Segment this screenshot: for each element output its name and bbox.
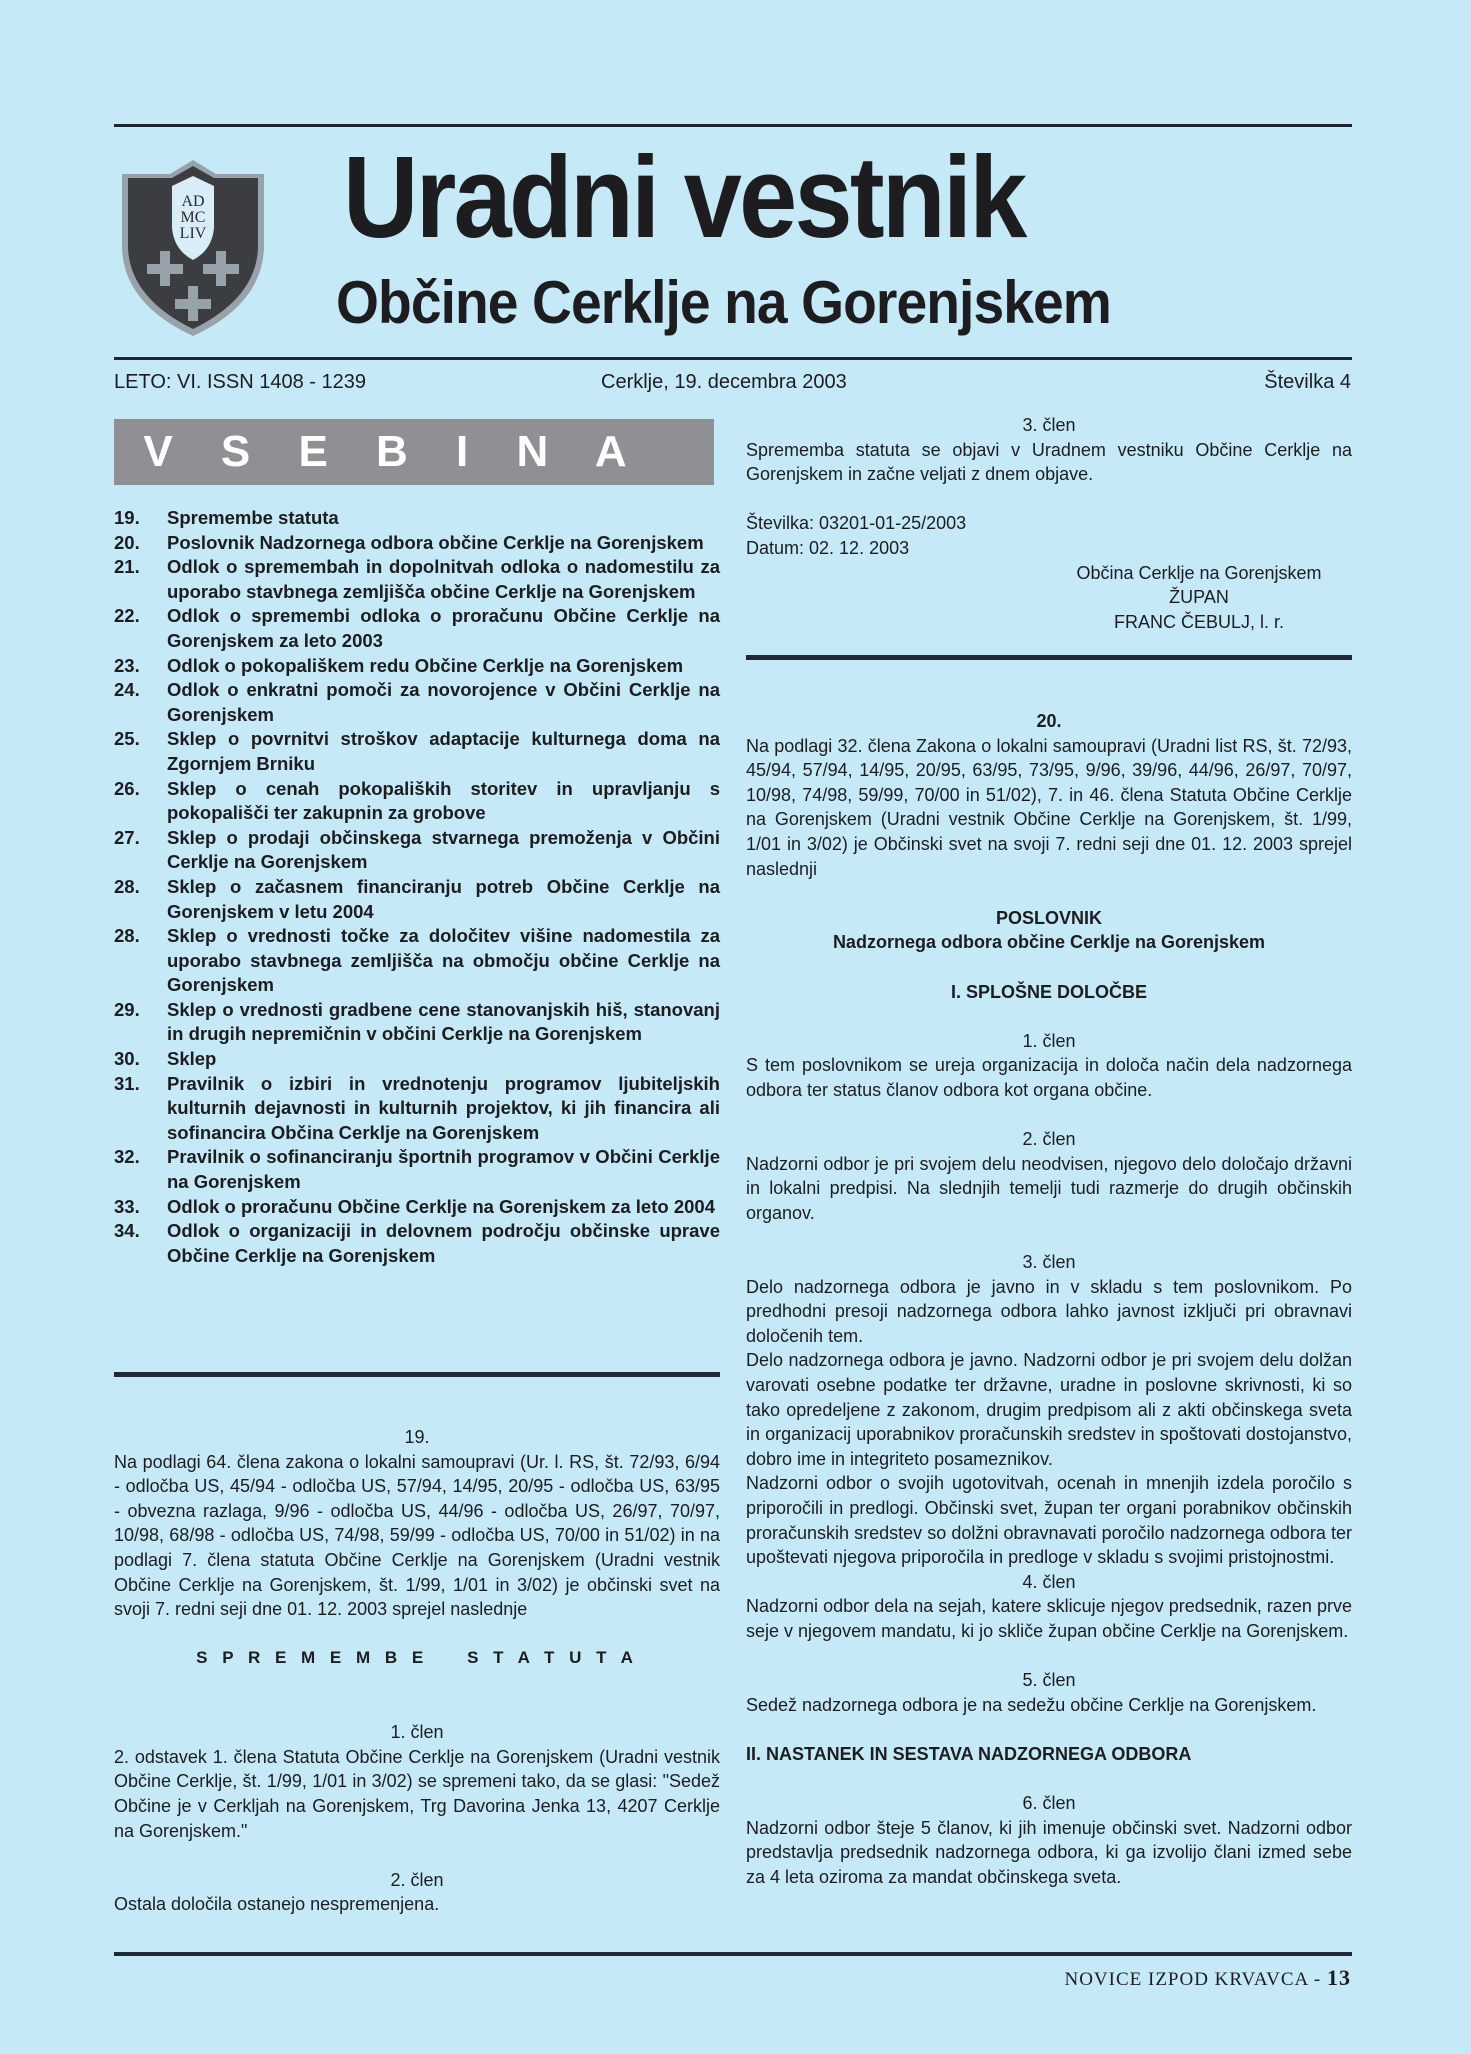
toc-item-title: Sklep: [167, 1048, 217, 1070]
document-preamble: Na podlagi 32. člena Zakona o lokalni samoupravi (Uradni list RS, št. 72/93, 45/94, 57/94, 14/95, 20/95, 63/95, 73/95, 9/96, 39/96, 44/96, 26/97, 70/97, 10/98, 74/98, 59/99, 70/00 in 51/02), 7. in 46. člena Statuta Občine Cerklje na Gorenjskem (Uradni vestnik Občine Cerklje na Gorenjskem, št. 1/99, 1/01 in 3/02) je Občinski svet na svoji 7. redni seji dne 01. 12. 2003 sprejel naslednji: [746, 735, 1352, 879]
logo-text-line-3: LIV: [179, 225, 207, 242]
document-title: S P R E M E M B E S T A T U T A: [196, 1648, 638, 1668]
toc-item-title: Pravilnik o sofinanciranju športnih programov v Občini Cerklje na Gorenjskem: [167, 1146, 720, 1193]
article-heading: 1. člen: [1022, 1030, 1076, 1051]
toc-item-title: Odlok o organizaciji in delovnem področju občinske uprave Občine Cerklje na Gorenjskem: [167, 1220, 720, 1266]
article-heading: 2. člen: [1022, 1129, 1076, 1150]
article-text: Sedež nadzornega odbora je na sedežu občine Cerklje na Gorenjskem.: [746, 1694, 1317, 1715]
toc-item-title: Sklep o cenah pokopaliških storitev in upravljanju s pokopališči ter zakupnin za grobove: [167, 777, 720, 824]
contents-heading: V S E B I N A: [114, 419, 714, 485]
article-text: Nadzorni odbor dela na sejah, katere sklicuje njegov predsednik, razen prve seje v njegovem mandatu, ki jo skliče župan občine Cerklje na Gorenjskem.: [746, 1596, 1352, 1641]
logo-text-line-1: AD: [181, 193, 205, 210]
table-of-contents: [114, 506, 720, 1268]
toc-item-number: 33.: [114, 1195, 140, 1217]
section-separator: [746, 655, 1352, 660]
section-heading: II. NASTANEK IN SESTAVA NADZORNEGA ODBORA: [746, 1743, 1192, 1764]
toc-item: [114, 1145, 720, 1194]
issue-number: Številka 4: [1264, 371, 1351, 393]
footer-rule: [114, 1952, 1352, 1956]
toc-item-title: Sklep o povrnitvi stroškov adaptacije kulturnega doma na Zgornjem Brniku: [167, 728, 720, 774]
document-preamble: Na podlagi 64. člena zakona o lokalni samoupravi (Ur. l. RS, št. 72/93, 6/94 - odločba US, 45/94 - odločba US, 57/94, 14/95, 20/95 - odločba US, 63/95 - obvezna razlaga, 9/96 - odločba US, 44/96 - odločba US, 26/97, 70/97, 10/98, 68/98 - odločba US, 74/98, 59/99 - odločba US, 70/00 in 51/02) in na podlagi 7. člena statuta Občine Cerklje na Gorenjskem (Uradni vestnik Občine Cerklje na Gorenjskem, št. 1/99, 1/01 in 3/02) je občinski svet na svoji 7. redni seji dne 01. 12. 2003 sprejel naslednje: [114, 1451, 720, 1620]
footer-publication-name: NOVICE IZPOD KRVAVCA -: [1064, 1969, 1322, 1990]
article-heading: 1. člen: [390, 1722, 444, 1743]
toc-item-title: Poslovnik Nadzornega odbora občine Cerklje na Gorenjskem: [167, 531, 704, 553]
toc-item: [114, 654, 720, 679]
toc-item-title: Sklep o začasnem financiranju potreb Občine Cerklje na Gorenjskem v letu 2004: [167, 875, 720, 922]
toc-item-title: Pravilnik o izbiri in vrednotenju programov ljubiteljskih kulturnih dejavnosti in kulturnih projektov, ki jih financira ali sofinancira Občina Cerklje na Gorenjskem: [167, 1072, 720, 1143]
article-heading: 3. člen: [1022, 1252, 1076, 1273]
article-paragraph: Delo nadzornega odbora je javno in v skladu s tem poslovnikom. Po predhodni presoji nadzornega odbora lahko javnost izključi pri obravnavi določenih tem.: [746, 1276, 1352, 1346]
issue-year-issn: LETO: VI. ISSN 1408 - 1239: [114, 371, 366, 393]
toc-item-title: Odlok o enkratni pomoči za novorojence v Občini Cerklje na Gorenjskem: [167, 679, 720, 725]
toc-item-number: 34.: [114, 1220, 140, 1242]
header-rule: [114, 357, 1352, 360]
toc-item-title: Spremembe statuta: [167, 507, 339, 528]
article-heading: 3. člen: [1022, 415, 1076, 435]
document-number: 20.: [1036, 711, 1062, 731]
section-heading: I. SPLOŠNE DOLOČBE: [950, 981, 1148, 1002]
document-date: Datum: 02. 12. 2003: [746, 537, 910, 558]
toc-item-title: Odlok o spremembi odloka o proračunu Občine Cerklje na Gorenjskem za leto 2003: [167, 605, 720, 651]
signature-name: FRANC ČEBULJ, l. r.: [1113, 611, 1285, 632]
toc-item-number: 26.: [114, 777, 140, 799]
toc-item-number: 25.: [114, 728, 140, 750]
toc-item: [114, 678, 720, 727]
article-text: Sprememba statuta se objavi v Uradnem vestniku Občine Cerklje na Gorenjskem in začne veljati z dnem objave.: [746, 439, 1352, 485]
article-paragraph: Delo nadzornega odbora je javno. Nadzorni odbor je pri svojem delu dolžan varovati osebne podatke ter državne, uradne in poslovne skrivnosti, ki so tako opredeljene z zakonom, drugim predpisom ali z akti občinskega sveta in organizacij uporabnikov proračunskih sredstev in spoštovati dostojanstvo, dobro ime in integriteto posameznikov.: [746, 1350, 1352, 1469]
page-footer: [1064, 1965, 1351, 1991]
toc-item-number: 27.: [114, 826, 140, 848]
page-number: 13: [1327, 1965, 1351, 1990]
toc-item: [114, 1195, 720, 1220]
toc-item: [114, 777, 720, 826]
article-text: 2. odstavek 1. člena Statuta Občine Cerklje na Gorenjskem (Uradni vestnik Občine Cerklje, št. 1/99, 1/01 in 3/02) se spremeni tako, da se glasi: "Sedež Občine je v Cerkljah na Gorenjskem, Trg Davorina Jenka 13, 4207 Cerklje na Gorenjskem.": [114, 1746, 720, 1841]
toc-item: [114, 531, 720, 556]
toc-item-number: 21.: [114, 556, 140, 578]
section-separator: [114, 1372, 720, 1377]
toc-item-number: 19.: [114, 507, 140, 528]
document-title: POSLOVNIK: [995, 907, 1102, 928]
signature-municipality: Občina Cerklje na Gorenjskem: [1076, 562, 1322, 583]
article-heading: 5. člen: [1022, 1670, 1076, 1691]
toc-item: [114, 555, 720, 604]
toc-item: [114, 506, 720, 531]
article-text: Nadzorni odbor šteje 5 članov, ki jih imenuje občinski svet. Nadzorni odbor predstavlja predsednik nadzornega odbora, ki ga izvolijo člani izmed sebe za 4 leta oziroma za mandat občinskega sveta.: [746, 1817, 1352, 1887]
top-rule: [114, 124, 1352, 127]
toc-item-number: 30.: [114, 1048, 140, 1070]
toc-item-number: 23.: [114, 654, 140, 676]
issue-date: Cerklje, 19. decembra 2003: [601, 371, 847, 393]
toc-item-title: Odlok o pokopališkem redu Občine Cerklje na Gorenjskem: [167, 654, 684, 676]
article-text: S tem poslovnikom se ureja organizacija in določa način dela nadzornega odbora ter status članov odbora kot organa občine.: [746, 1055, 1352, 1100]
toc-item-number: 24.: [114, 679, 140, 701]
toc-item-number: 31.: [114, 1072, 140, 1094]
logo-text-line-2: MC: [180, 209, 206, 226]
toc-item: [114, 875, 720, 924]
document-19-continued: [746, 413, 1352, 634]
document-19: [114, 1425, 720, 1917]
toc-item: [114, 924, 720, 998]
toc-item-number: 22.: [114, 605, 140, 627]
publication-subtitle: Občine Cerklje na Gorenjskem: [336, 269, 1111, 336]
article-heading: 2. člen: [390, 1869, 444, 1890]
toc-item: [114, 998, 720, 1047]
toc-item-number: 28.: [114, 875, 140, 897]
signature-role: ŽUPAN: [1169, 587, 1229, 608]
toc-item-number: 20.: [114, 531, 140, 553]
document-number: 19.: [404, 1427, 430, 1447]
toc-item-title: Sklep o prodaji občinskega stvarnega premoženja v Občini Cerklje na Gorenjskem: [167, 826, 720, 873]
toc-item: [114, 604, 720, 653]
document-20: [746, 709, 1352, 1890]
article-heading: 6. člen: [1022, 1793, 1076, 1814]
toc-item: [114, 826, 720, 875]
toc-item-title: Odlok o spremembah in dopolnitvah odloka o nadomestilu za uporabo stavbnega zemljišča občine Cerklje na Gorenjskem: [167, 556, 720, 602]
toc-item: [114, 1219, 720, 1268]
toc-item: [114, 1047, 720, 1072]
article-paragraph: Nadzorni odbor o svojih ugotovitvah, ocenah in mnenjih izdela poročilo s priporočili in predlogi. Občinski svet, župan ter organi porabnikov občinskih proračunskih sredstev so dolžni obravnavati poročilo nadzornega odbora ter upoštevati njegova priporočila in predloge v skladu s svojimi pristojnostmi.: [746, 1473, 1352, 1568]
publication-title: Uradni vestnik: [343, 132, 1025, 262]
article-text: Ostala določila ostanejo nespremenjena.: [114, 1894, 440, 1915]
article-heading: 4. člen: [1022, 1571, 1076, 1592]
toc-item-title: Sklep o vrednosti točke za določitev višine nadomestila za uporabo stavbnega zemljišča na območju občine Cerklje na Gorenjskem: [167, 925, 720, 996]
toc-item-number: 32.: [114, 1146, 140, 1168]
article-text: Nadzorni odbor je pri svojem delu neodvisen, njegovo delo določajo državni in lokalni predpisi. Na slednjih temelji tudi razmerje do drugih občinskih organov.: [746, 1153, 1352, 1223]
document-subtitle: Nadzornega odbora občine Cerklje na Gorenjskem: [832, 932, 1266, 953]
toc-item: [114, 727, 720, 776]
document-reference-number: Številka: 03201-01-25/2003: [746, 513, 967, 534]
toc-item-title: Odlok o proračunu Občine Cerklje na Gorenjskem za leto 2004: [167, 1195, 715, 1217]
toc-item: [114, 1072, 720, 1146]
toc-item-number: 29.: [114, 998, 140, 1020]
toc-item-title: Sklep o vrednosti gradbene cene stanovanjskih hiš, stanovanj in drugih nepremičnin v občini Cerklje na Gorenjskem: [167, 998, 720, 1045]
toc-item-number: 28.: [114, 925, 140, 947]
